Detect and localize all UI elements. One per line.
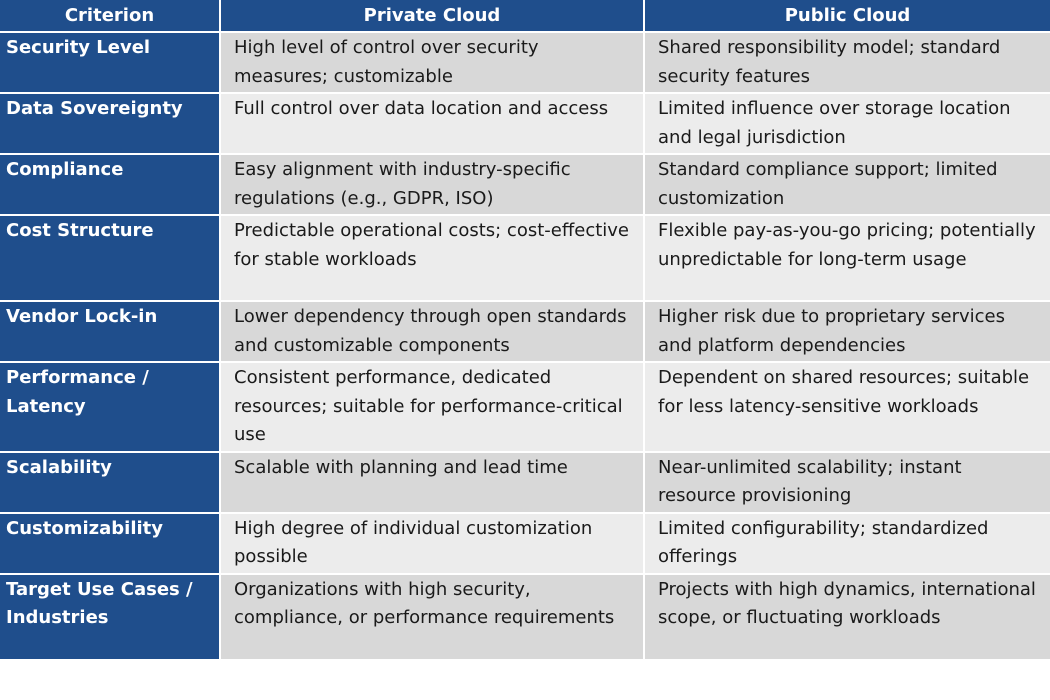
criterion-cell: Data Sovereignty xyxy=(0,93,220,154)
criterion-cell: Vendor Lock-in xyxy=(0,301,220,362)
public-cloud-cell: Standard compliance support; limited customization xyxy=(644,154,1050,215)
table-body xyxy=(0,32,1050,660)
table-row xyxy=(0,32,1050,93)
criterion-cell: Compliance xyxy=(0,154,220,215)
private-cloud-cell: Full control over data location and access xyxy=(220,93,644,154)
header-private-cloud: Private Cloud xyxy=(220,0,644,32)
private-cloud-cell: High degree of individual customization possible xyxy=(220,513,644,574)
public-cloud-cell: Limited influence over storage location and legal jurisdiction xyxy=(644,93,1050,154)
private-cloud-cell: Consistent performance, dedicated resources; suitable for performance-critical use xyxy=(220,362,644,452)
private-cloud-cell: Scalable with planning and lead time xyxy=(220,452,644,513)
table-row xyxy=(0,215,1050,301)
criterion-cell: Performance / Latency xyxy=(0,362,220,452)
table-row xyxy=(0,452,1050,513)
criterion-cell: Scalability xyxy=(0,452,220,513)
table-row xyxy=(0,362,1050,452)
public-cloud-cell: Shared responsibility model; standard security features xyxy=(644,32,1050,93)
public-cloud-cell: Projects with high dynamics, international scope, or fluctuating workloads xyxy=(644,574,1050,660)
table-row xyxy=(0,574,1050,660)
public-cloud-cell: Limited configurability; standardized offerings xyxy=(644,513,1050,574)
private-cloud-cell: Predictable operational costs; cost-effective for stable workloads xyxy=(220,215,644,301)
table-header xyxy=(0,0,1050,32)
public-cloud-cell: Higher risk due to proprietary services and platform dependencies xyxy=(644,301,1050,362)
table-row xyxy=(0,301,1050,362)
table-row xyxy=(0,154,1050,215)
criterion-cell: Customizability xyxy=(0,513,220,574)
criterion-cell: Security Level xyxy=(0,32,220,93)
table-row xyxy=(0,93,1050,154)
table-row xyxy=(0,513,1050,574)
public-cloud-cell: Dependent on shared resources; suitable for less latency-sensitive workloads xyxy=(644,362,1050,452)
private-cloud-cell: Organizations with high security, compliance, or performance requirements xyxy=(220,574,644,660)
private-cloud-cell: Easy alignment with industry-specific regulations (e.g., GDPR, ISO) xyxy=(220,154,644,215)
header-criterion: Criterion xyxy=(0,0,220,32)
private-cloud-cell: High level of control over security measures; customizable xyxy=(220,32,644,93)
private-cloud-cell: Lower dependency through open standards and customizable components xyxy=(220,301,644,362)
header-public-cloud: Public Cloud xyxy=(644,0,1050,32)
public-cloud-cell: Near-unlimited scalability; instant resource provisioning xyxy=(644,452,1050,513)
criterion-cell: Target Use Cases / Industries xyxy=(0,574,220,660)
header-row xyxy=(0,0,1050,32)
criterion-cell: Cost Structure xyxy=(0,215,220,301)
public-cloud-cell: Flexible pay-as-you-go pricing; potentially unpredictable for long-term usage xyxy=(644,215,1050,301)
